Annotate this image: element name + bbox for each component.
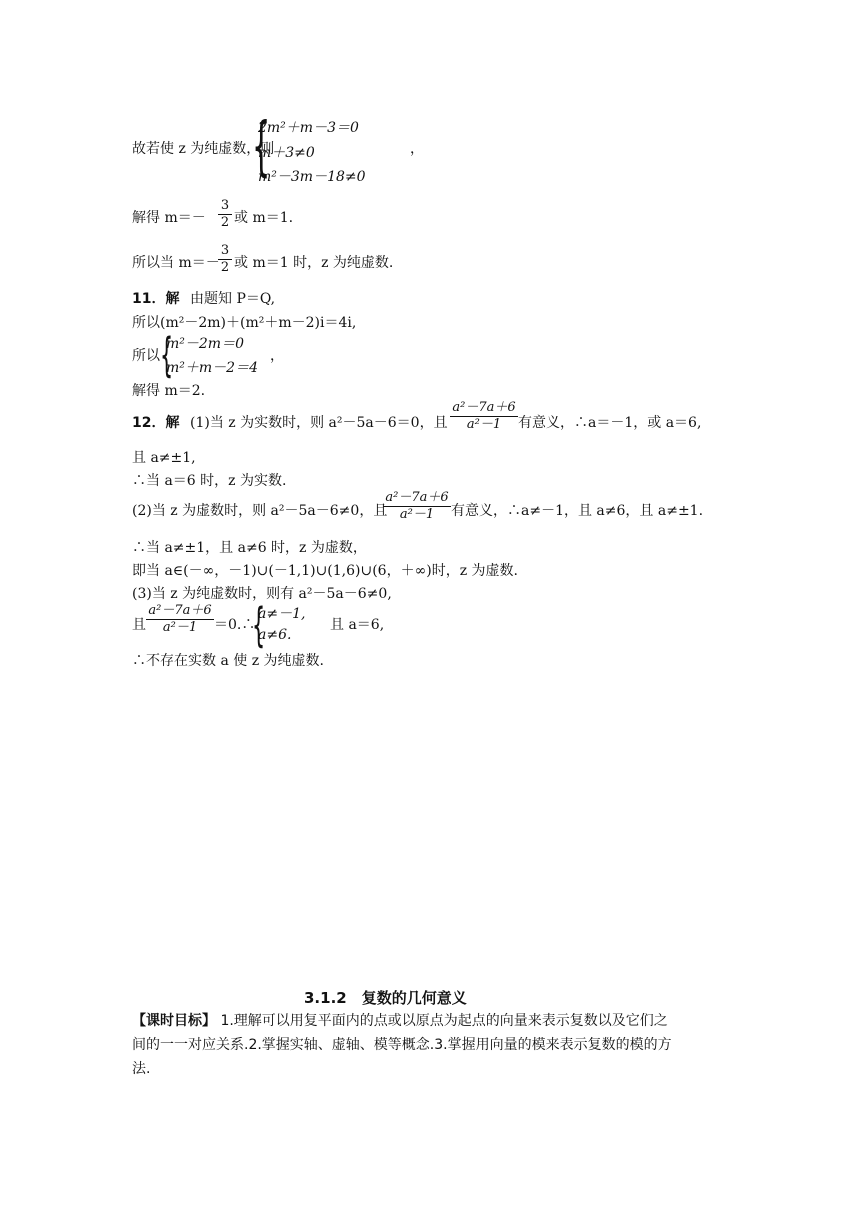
goal-label: 【课时目标】 (132, 1013, 216, 1029)
sol10-eq2: m＋3≠0 (258, 145, 315, 161)
sol11-line3-a: 所以 (132, 348, 160, 364)
sol11-line4: 解得 m＝2. (132, 383, 206, 399)
sol12-fraction-1: a²－7a＋6 a²－1 (450, 400, 518, 433)
sol10-fraction-2: 3 2 (218, 243, 232, 276)
sol11-line1: 由题知 P＝Q, (190, 291, 276, 307)
sol12-fraction-3: a²－7a＋6 a²－1 (146, 603, 214, 636)
sol12-p2-c: ∴当 a≠±1，且 a≠6 时，z 为虚数， (132, 540, 367, 556)
sol12-p3-b3: 且 a＝6, (330, 617, 385, 633)
sol11-heading: 11．解 (132, 291, 180, 307)
sol12-p3-a: (3)当 z 为纯虚数时，则有 a²－5a－6≠0, (132, 586, 392, 602)
sol12-p2-d: 即当 a∈(－∞，－1)∪(－1,1)∪(1,6)∪(6，＋∞)时，z 为虚数. (132, 563, 518, 579)
sol10-eq1: 2m²＋m－3＝0 (258, 120, 359, 136)
sol11-eq1: m²－2m＝0 (166, 336, 244, 352)
goal-line-1 (132, 1010, 668, 1030)
sol12-p3-b2: ＝0.∴ (214, 617, 256, 633)
section-title: 3.1.2 复数的几何意义 (304, 989, 467, 1007)
goal-line-2: 间的一一对应关系.2.掌握实轴、虚轴、模等概念.3.掌握用向量的模来表示复数的模的方 (132, 1037, 672, 1053)
sol12-sys-eq1: a≠－1, (258, 606, 306, 622)
sol10-fraction-1: 3 2 (218, 198, 232, 231)
sol12-p3-c: ∴不存在实数 a 使 z 为纯虚数. (132, 653, 324, 669)
sol10-line2-a: 解得 m＝－ (132, 210, 206, 226)
sol12-sys-eq2: a≠6. (258, 627, 292, 643)
sol12-p1-a: (1)当 z 为实数时，则 a²－5a－6＝0，且 (190, 415, 448, 431)
sol12-p1-b: 有意义，∴a＝－1，或 a＝6, (518, 415, 702, 431)
sol12-p2-b: 有意义，∴a≠－1，且 a≠6，且 a≠±1. (451, 503, 704, 519)
sol12-p1-d: ∴当 a＝6 时，z 为实数. (132, 473, 287, 489)
sol10-intro: 故若使 z 为纯虚数，则 (132, 141, 275, 157)
sol11-eq2: m²＋m－2＝4 (166, 360, 258, 376)
sol10-line3-a: 所以当 m＝－ (132, 255, 220, 271)
sol12-brace: { (252, 598, 266, 652)
sol12-p2-a: (2)当 z 为虚数时，则 a²－5a－6≠0，且 (132, 503, 388, 519)
goal-line-3: 法. (132, 1061, 151, 1077)
sol10-comma: ， (410, 141, 424, 157)
sol11-brace: { (160, 328, 174, 382)
sol10-line2-b: 或 m＝1. (234, 210, 294, 226)
sol12-heading: 12．解 (132, 415, 180, 431)
goal-text-1: 1.理解可以用复平面内的点或以原点为起点的向量来表示复数以及它们之 (220, 1013, 668, 1029)
sol12-p1-c: 且 a≠±1, (132, 450, 196, 466)
sol10-brace: { (252, 110, 271, 184)
sol11-comma: ， (270, 348, 284, 364)
sol10-eq3: m²－3m－18≠0 (258, 169, 366, 185)
sol11-line2: 所以(m²－2m)＋(m²＋m－2)i＝4i, (132, 315, 357, 331)
sol10-line3-b: 或 m＝1 时，z 为纯虚数. (234, 255, 394, 271)
sol12-fraction-2: a²－7a＋6 a²－1 (383, 490, 451, 523)
sol12-p3-b1: 且 (132, 617, 146, 633)
